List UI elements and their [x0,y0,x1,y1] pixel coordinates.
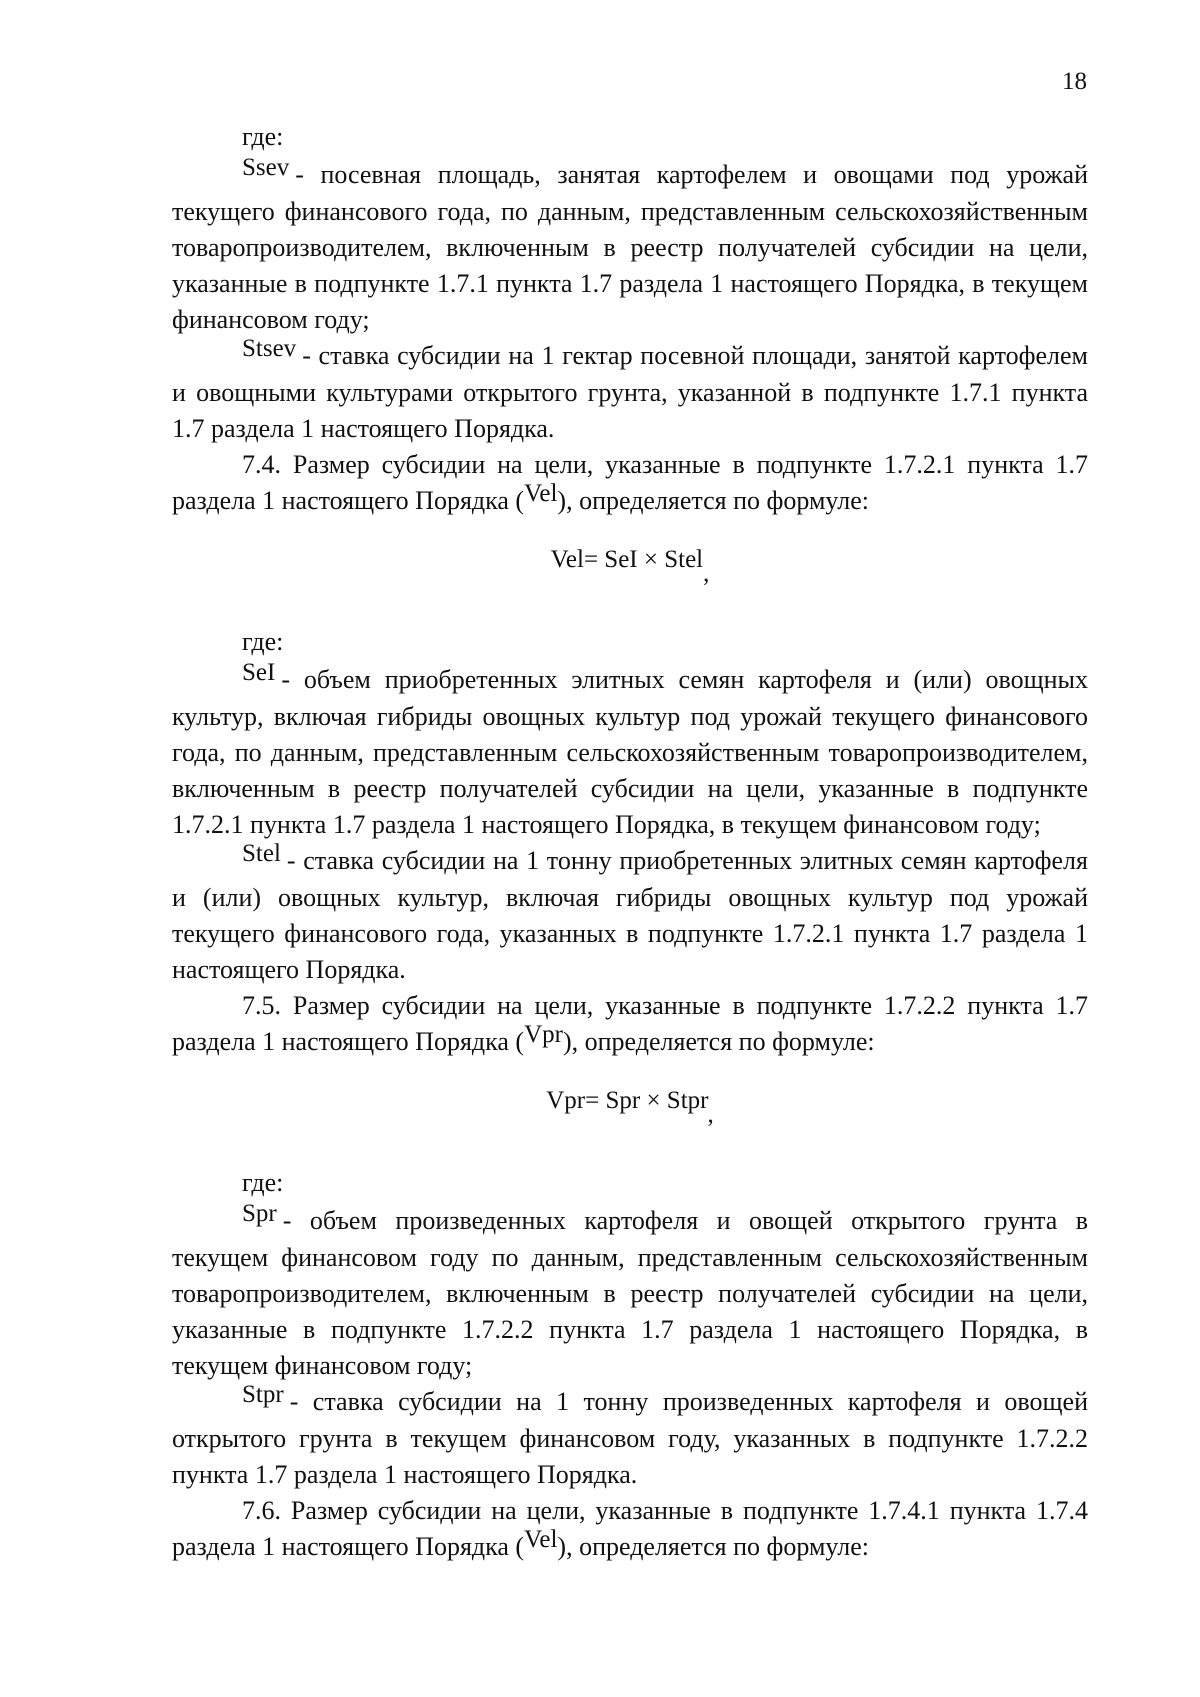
variable-definition [172,335,1088,447]
variable-symbol: Stsev [242,335,297,362]
page-number: 18 [1062,68,1087,95]
variable-definition [172,659,1088,843]
variable-definition [172,1200,1088,1384]
where-label: где: [242,627,284,656]
definition-text: - объем произведенных картофеля и овощей открытого грунта в текущем финансовом году по данным, представленным сельскохозяйственным товаропроизводителем, включенным в реестр получателей субсидии на цели, указанные в подпункте 1.7.2.2 пункта 1.7 раздела 1 настоящего Порядка, в текущем финансовом году; [172,1206,1088,1380]
document-body [172,119,1088,1566]
variable-symbol: Vpr [524,1021,563,1048]
variable-symbol: Vel [524,480,558,507]
formula [172,542,1088,587]
section-paragraph [172,447,1088,520]
variable-definition [172,840,1088,988]
where-label: где: [242,1168,284,1197]
formula-text: Vel= SeI × Stel [550,546,704,573]
variable-definition [172,154,1088,338]
paragraph-text: 7.4. Размер субсидии на цели, указанные в подпункте 1.7.2.1 пункта 1.7 раздела 1 настоящего Порядка ( [172,450,1088,515]
definition-text: - посевная площадь, занятая картофелем и овощами под урожай текущего финансового года, по данным, представленным сельскохозяйственным товаропроизводителем, включенным в реестр получателей субсидии на цели, указанные в подпункте 1.7.1 пункта 1.7 раздела 1 настоящего Порядка, в текущем финансовом году; [172,160,1088,334]
definition-text: - объем приобретенных элитных семян картофеля и (или) овощных культур, включая гибриды овощных культур под урожай текущего финансового года, по данным, представленным сельскохозяйственным товаропроизводителем, включенным в реестр получателей субсидии на цели, указанные в подпункте 1.7.2.1 пункта 1.7 раздела 1 настоящего Порядка, в текущем финансовом году; [172,665,1088,839]
variable-symbol: SeI [242,659,276,686]
paragraph-text: ), определяется по формуле: [557,486,870,515]
definition-text: - ставка субсидии на 1 тонну приобретенных элитных семян картофеля и (или) овощных культур, включая гибриды овощных культур под урожай текущего финансового года, указанных в подпункте 1.7.2.1 пункта 1.7 раздела 1 настоящего Порядка. [172,846,1088,984]
paragraph-text: ), определяется по формуле: [562,1027,875,1056]
section-paragraph [172,988,1088,1061]
variable-symbol: Ssev [242,154,290,181]
paragraph-text: 7.5. Размер субсидии на цели, указанные в подпункте 1.7.2.2 пункта 1.7 раздела 1 настоящего Порядка ( [172,991,1088,1056]
formula [172,1083,1088,1128]
variable-symbol: Stpr [242,1381,284,1408]
definition-text: - ставка субсидии на 1 тонну произведенных картофеля и овощей открытого грунта в текущем финансовом году, указанных в подпункте 1.7.2.2 пункта 1.7 раздела 1 настоящего Порядка. [172,1387,1088,1489]
formula-text: Vpr= Spr × Stpr [546,1087,708,1114]
variable-symbol: Spr [242,1200,277,1227]
paragraph-text: 7.6. Размер субсидии на цели, указанные в подпункте 1.7.4.1 пункта 1.7.4 раздела 1 настоящего Порядка ( [172,1496,1088,1561]
formula-comma: , [707,1101,714,1128]
section-paragraph [172,1493,1088,1566]
definition-text: - ставка субсидии на 1 гектар посевной площади, занятой картофелем и овощными культурами открытого грунта, указанной в подпункте 1.7.1 пункта 1.7 раздела 1 настоящего Порядка. [172,341,1088,443]
variable-symbol: Stel [242,840,281,867]
variable-definition [172,1381,1088,1493]
variable-symbol: Vel [524,1526,558,1553]
paragraph-text: ), определяется по формуле: [557,1532,870,1561]
formula-comma: , [703,560,710,587]
where-label: где: [242,122,284,151]
